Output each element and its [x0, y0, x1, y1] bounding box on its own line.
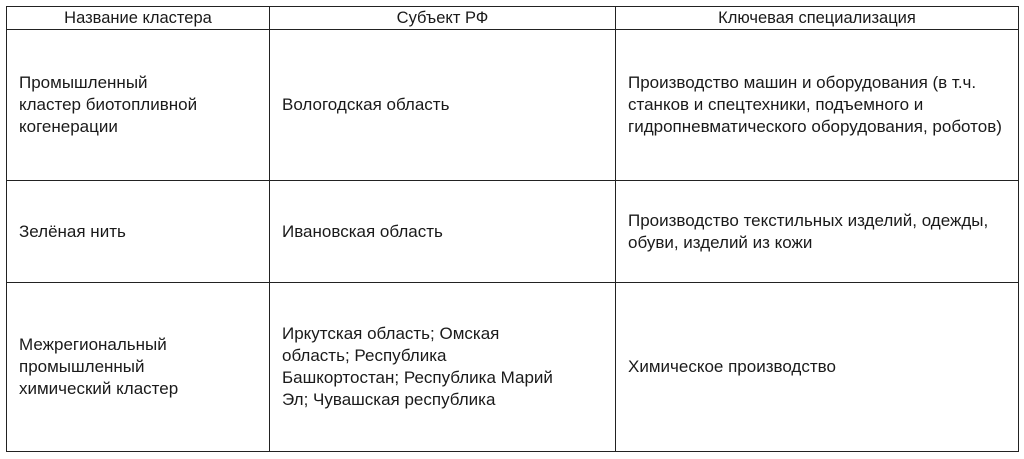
- header-specialization: Ключевая специализация: [616, 7, 1019, 30]
- table-row: [7, 283, 1019, 452]
- header-row: [7, 7, 1019, 30]
- cell-cluster-text: Межрегиональный промышленный химический кластер: [19, 335, 179, 398]
- table-row: [7, 30, 1019, 181]
- clusters-table: [6, 6, 1019, 452]
- cell-region: [270, 283, 616, 452]
- cell-region: Ивановская область: [270, 181, 616, 283]
- cell-cluster: [7, 30, 270, 181]
- cell-specialization: Химическое производство: [616, 283, 1019, 452]
- header-region: Субъект РФ: [270, 7, 616, 30]
- header-cluster-name: Название кластера: [7, 7, 270, 30]
- table-header: [7, 7, 1019, 30]
- cell-cluster: Зелёная нить: [7, 181, 270, 283]
- cell-cluster-text: Промышленный кластер биотопливной когенерации: [19, 73, 198, 136]
- cell-region: Вологодская область: [270, 30, 616, 181]
- cell-specialization: Производство текстильных изделий, одежды, обуви, изделий из кожи: [616, 181, 1019, 283]
- table-body: [7, 30, 1019, 452]
- cell-cluster: [7, 283, 270, 452]
- table-row: [7, 181, 1019, 283]
- cell-specialization: Производство машин и оборудования (в т.ч. станков и спецтехники, подъемного и гидропневматического оборудования, роботов): [616, 30, 1019, 181]
- cell-region-text: Иркутская область; Омская область; Республика Башкортостан; Республика Марий Эл; Чувашская республика: [282, 324, 553, 409]
